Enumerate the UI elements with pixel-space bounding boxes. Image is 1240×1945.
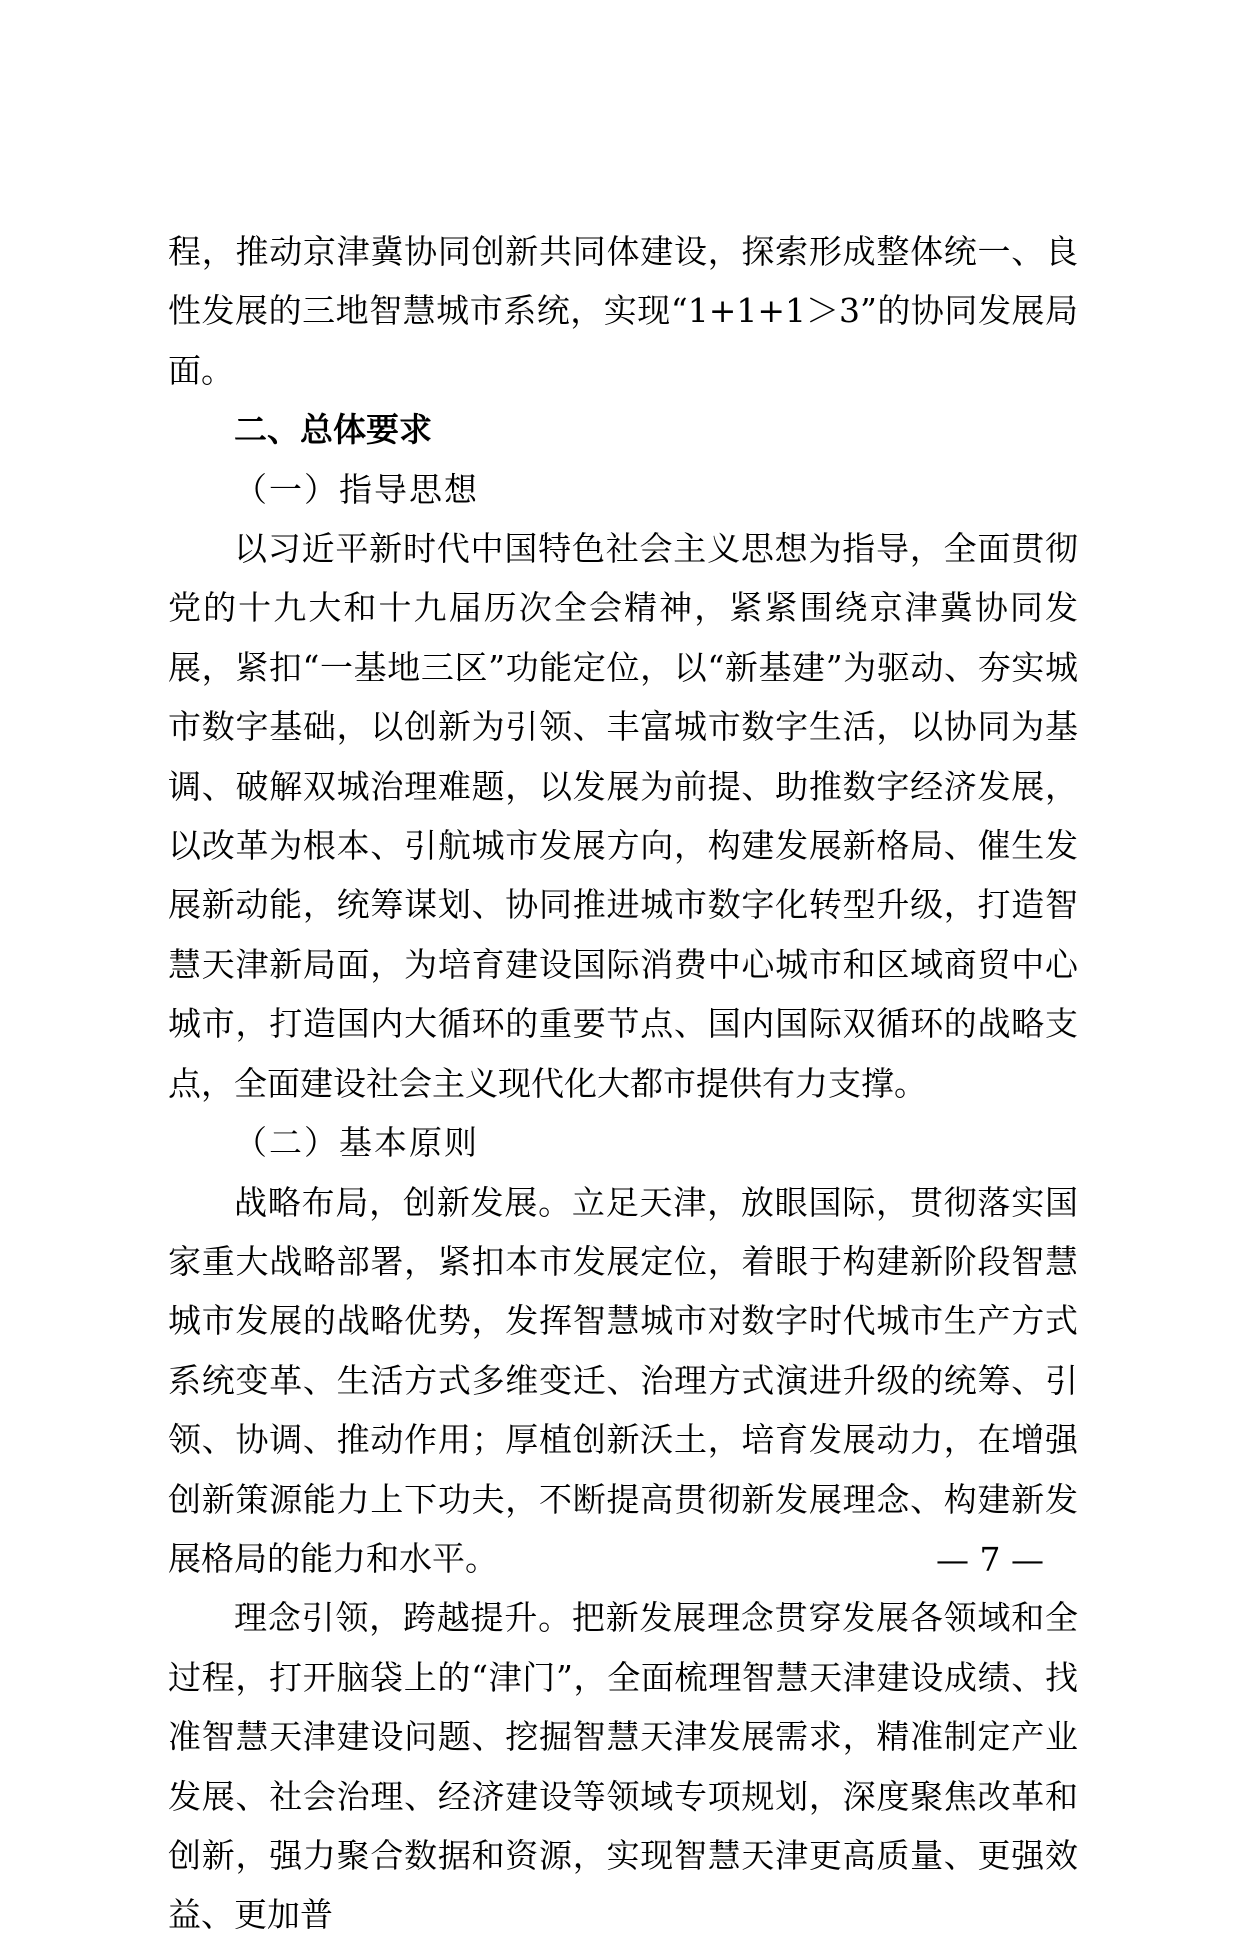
paragraph-principle-strategic-layout: 战略布局，创新发展。立足天津，放眼国际，贯彻落实国家重大战略部署，紧扣本市发展定位，着眼于构建新阶段智慧城市发展的战略优势，发挥智慧城市对数字时代城市生产方式系统变革、生活方式多维变迁、治理方式演进升级的统筹、引领、协调、推动作用；厚植创新沃土，培育发展动力，在增强创新策源能力上下功夫，不断提高贯彻新发展理念、构建新发展格局的能力和水平。 <box>168 1182 1078 1578</box>
paragraph-guiding-ideology: 以习近平新时代中国特色社会主义思想为指导，全面贯彻党的十九大和十九届历次全会精神，紧紧围绕京津冀协同发展，紧扣“一基地三区”功能定位，以“新基建”为驱动、夯实城市数字基础，以创新为引领、丰富城市数字生活，以协同为基调、破解双城治理难题，以发展为前提、助推数字经济发展，以改革为根本、引航城市发展方向，构建发展新格局、催生发展新动能，统筹谋划、协同推进城市数字化转型升级，打造智慧天津新局面，为培育建设国际消费中心城市和区域商贸中心城市，打造国内大循环的重要节点、国内国际双循环的战略支点，全面建设社会主义现代化大都市提供有力支撑。 <box>168 529 1078 1103</box>
document-body <box>168 222 1078 1945</box>
paragraph-principle-concept-leading: 理念引领，跨越提升。把新发展理念贯穿发展各领域和全过程，打开脑袋上的“津门”，全面梳理智慧天津建设成绩、找准智慧天津建设问题、挖掘智慧天津发展需求，精准制定产业发展、社会治理、经济建设等领域专项规划，深度聚焦改革和创新，强力聚合数据和资源，实现智慧天津更高质量、更强效益、更加普 <box>168 1598 1078 1935</box>
subsection-heading: （一）指导思想 <box>234 469 479 509</box>
paragraph-continued: 程，推动京津冀协同创新共同体建设，探索形成整体统一、良性发展的三地智慧城市系统，实现“1+1+1＞3”的协同发展局面。 <box>168 232 1078 390</box>
subsection-heading: （二）基本原则 <box>234 1123 479 1163</box>
page-number: — 7 — <box>936 1540 1044 1579</box>
section-heading: 二、总体要求 <box>234 410 432 450</box>
